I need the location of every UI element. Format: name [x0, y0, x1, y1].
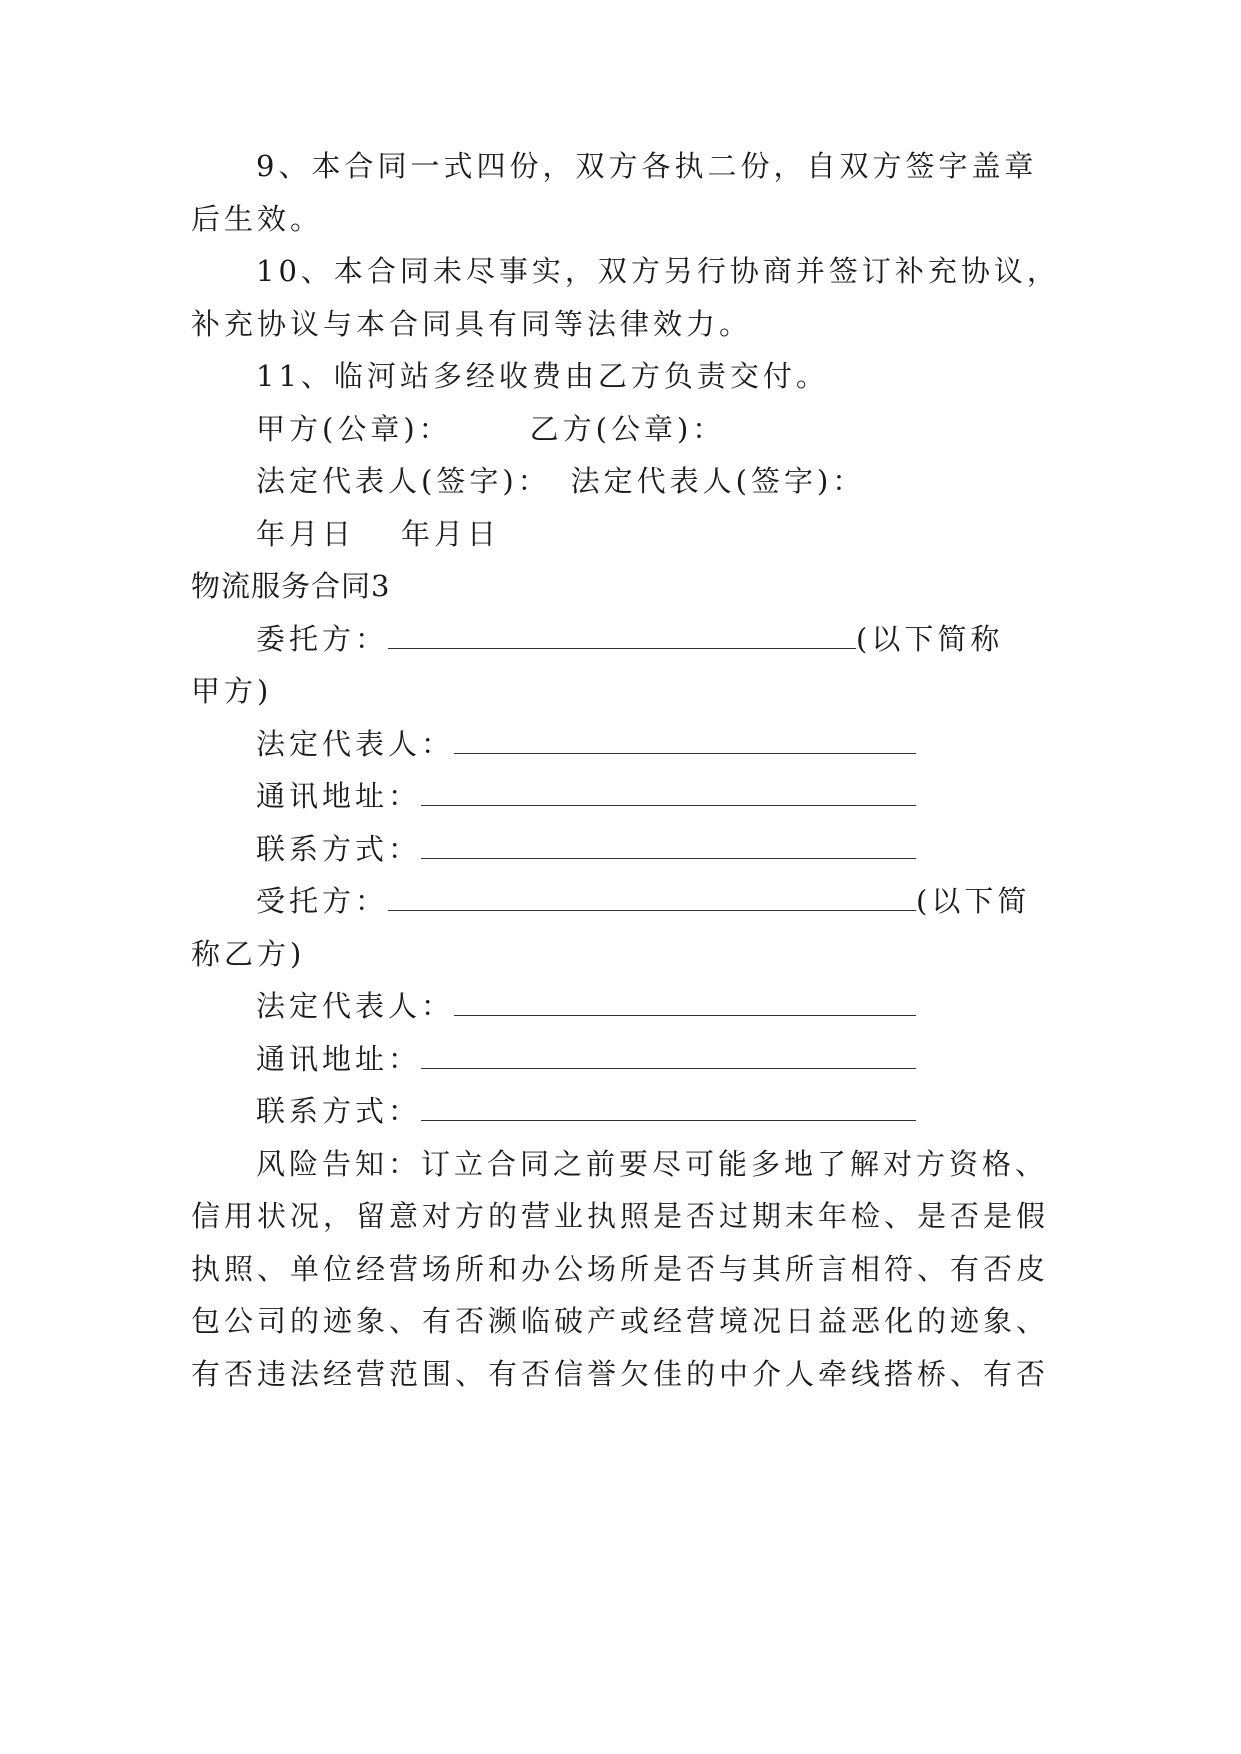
contractor-line: [256, 881, 1030, 921]
client-address-line: [256, 776, 916, 816]
client-contact-blank[interactable]: [421, 834, 916, 859]
seal-line: [256, 409, 725, 449]
client-blank[interactable]: [388, 624, 856, 649]
risk-notice-line-4: 包公司的迹象、有否濒临破产或经营境况日益恶化的迹象、: [191, 1304, 1050, 1338]
client-address-label: 通讯地址：: [256, 779, 422, 813]
party-a-seal-label: 甲方(公章)：: [256, 412, 452, 446]
client-address-blank[interactable]: [421, 781, 916, 806]
party-b-seal-label: 乙方(公章)：: [529, 412, 726, 446]
client-suffix-line-2: 甲方): [191, 674, 273, 708]
contractor-address-label: 通讯地址：: [256, 1042, 422, 1076]
date-b: 年月日: [401, 517, 501, 551]
contractor-contact-label: 联系方式：: [256, 1094, 422, 1128]
contract-title: 物流服务合同3: [191, 569, 391, 603]
contractor-rep-line: [256, 986, 916, 1026]
client-contact-line: [256, 829, 916, 869]
contractor-suffix: (以下简: [916, 884, 1031, 918]
risk-notice-line-1: 风险告知：订立合同之前要尽可能多地了解对方资格、: [256, 1147, 1049, 1181]
contractor-rep-label: 法定代表人：: [256, 989, 455, 1023]
party-a-rep-label: 法定代表人(签字)：: [256, 464, 551, 498]
client-contact-label: 联系方式：: [256, 832, 422, 866]
client-rep-label: 法定代表人：: [256, 727, 455, 761]
risk-notice-line-2: 信用状况，留意对方的营业执照是否过期末年检、是否是假: [191, 1199, 1050, 1233]
contractor-rep-blank[interactable]: [454, 991, 916, 1016]
client-rep-blank[interactable]: [454, 729, 916, 754]
client-rep-line: [256, 724, 916, 764]
date-a: 年月日: [256, 517, 356, 551]
risk-notice-line-3: 执照、单位经营场所和办公场所是否与其所言相符、有否皮: [191, 1252, 1050, 1286]
client-suffix: (以下简称: [856, 622, 1004, 656]
contractor-label: 受托方：: [256, 884, 389, 918]
client-label: 委托方：: [256, 622, 389, 656]
contractor-contact-blank[interactable]: [421, 1096, 916, 1121]
contractor-contact-line: [256, 1091, 916, 1131]
risk-notice-line-5: 有否违法经营范围、有否信誉欠佳的中介人牵线搭桥、有否: [191, 1357, 1050, 1391]
paragraph-10-line-2: 补充协议与本合同具有同等法律效力。: [191, 307, 753, 341]
representative-signature-line: [256, 461, 865, 501]
contractor-suffix-line-2: 称乙方): [191, 937, 306, 971]
paragraph-9-line-2: 后生效。: [191, 202, 324, 236]
paragraph-9-line-1: 9、本合同一式四份，双方各执二份，自双方签字盖章: [256, 149, 1038, 183]
paragraph-10-line-1: 10、本合同未尽事实，双方另行协商并签订补充协议，: [256, 254, 1060, 288]
party-b-rep-label: 法定代表人(签字)：: [570, 464, 866, 498]
contractor-address-blank[interactable]: [421, 1044, 916, 1069]
contractor-address-line: [256, 1039, 916, 1079]
client-line: [256, 619, 1003, 659]
contractor-blank[interactable]: [388, 886, 916, 911]
date-line: [256, 514, 500, 554]
paragraph-11: 11、临河站多经收费由乙方负责交付。: [256, 359, 829, 393]
